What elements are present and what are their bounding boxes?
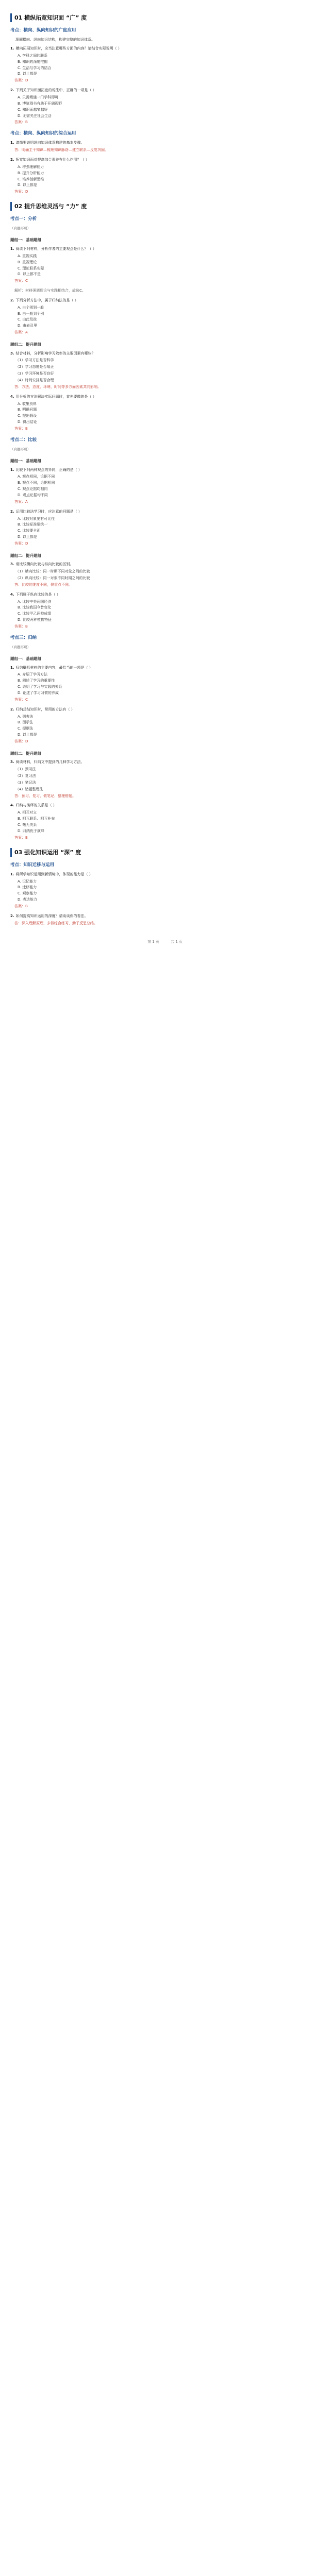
answer: 答案：B xyxy=(14,426,28,431)
question-text: 将所学知识运用到新情境中，体现的能力是（ ） xyxy=(15,872,93,876)
option: B. 迁移能力 xyxy=(18,885,37,890)
question-number: 2. xyxy=(10,707,14,711)
question-text: 归纳概括材料的主要内容，最恰当的一项是（ ） xyxy=(15,665,93,670)
option: C. 理论联系实际 xyxy=(18,266,44,270)
question xyxy=(10,140,320,146)
question xyxy=(10,246,320,252)
option: D. 无需关注社会生活 xyxy=(18,113,52,118)
question-text: 阅读材料，归纳文中提到的几种学习方法。 xyxy=(15,760,85,765)
option: C. 提出假设 xyxy=(18,414,37,418)
option: D. 以上都不是 xyxy=(18,272,41,277)
option: A. 相互对立 xyxy=(18,810,37,815)
question xyxy=(10,665,320,671)
question xyxy=(10,88,320,93)
question xyxy=(10,562,320,567)
answer: 答案：B xyxy=(14,120,28,125)
question-number: 1. xyxy=(10,467,14,472)
question-text: 请简要说明纵向知识体系构建的基本步骤。 xyxy=(15,141,85,145)
option: B. 明确问题 xyxy=(18,408,37,412)
option: A. 比较中美两国经济 xyxy=(18,599,52,604)
question xyxy=(10,759,320,765)
question xyxy=(10,707,320,713)
option: B. 相互联系、相互补充 xyxy=(18,817,55,821)
sub-item: （4）错题整理法 xyxy=(15,787,43,791)
option: A. 重视实践 xyxy=(18,253,37,258)
question-text: 下列分析方法中，属于归纳法的是（ ） xyxy=(15,298,78,302)
answer: 答案：D xyxy=(14,190,28,194)
option: C. 比较甲乙两校成绩 xyxy=(18,612,52,616)
point-title: 考点二：比较 xyxy=(10,437,37,443)
question-number: 1. xyxy=(10,665,14,670)
level-title: 题组二：提升题组 xyxy=(10,553,41,558)
question xyxy=(10,592,320,598)
option: A. 比较对象要有可比性 xyxy=(18,516,55,521)
option: C. 培养创新思维 xyxy=(18,177,44,181)
option: D. 归纳优于演绎 xyxy=(18,828,44,833)
option: D. 以上都是 xyxy=(18,733,37,737)
option: D. 论述了学习习惯的养成 xyxy=(18,691,59,696)
option: A. 观点相同，论据不同 xyxy=(18,474,55,479)
level-title: 题组一：基础题组 xyxy=(10,458,41,463)
question-number: 3. xyxy=(10,760,14,765)
explanation: 解析：材料强调理论与实践相结合，故选C。 xyxy=(14,289,86,293)
exam-label: （真题再现） xyxy=(10,645,30,649)
option: B. 比较我国今昔变化 xyxy=(18,605,52,610)
level-title: 题组二：提升题组 xyxy=(10,342,41,347)
option: D. 观点论据均不同 xyxy=(18,493,48,497)
question-number: 1. xyxy=(10,141,14,145)
question-text: 拓宽知识面对提高综合素养有什么作用？（ ） xyxy=(15,158,89,162)
option: C. 生活与学习的结合 xyxy=(18,65,52,70)
question xyxy=(10,394,320,400)
option: D. 得出结论 xyxy=(18,420,37,425)
answer: 答案：D xyxy=(14,541,28,546)
question-text: 下列属于纵向比较的是（ ） xyxy=(15,592,60,597)
page-footer xyxy=(10,939,320,945)
question xyxy=(10,872,320,877)
sub-item: （1）横向比较：同一时期不同对象之间的比较 xyxy=(15,569,90,574)
answer: 答：深入理解原理，多做综合练习，勤于反思总结。 xyxy=(14,921,97,925)
answer: 答案：D xyxy=(14,739,28,743)
option: D. 以上都是 xyxy=(18,183,37,188)
exam-label: （真题再现） xyxy=(10,226,30,231)
question-text: 用分析的方法解决实际问题时，首先要做的是（ ） xyxy=(15,394,96,399)
answer: 答：比较的维度不同，侧重点不同。 xyxy=(14,582,72,587)
sub-item: （2）学习态度是否端正 xyxy=(15,365,54,369)
option: A. 由个别到一般 xyxy=(18,305,44,310)
option: A. 收集资料 xyxy=(18,401,37,406)
question-text: 下列关于知识面拓宽的说法中，正确的一项是（ ） xyxy=(15,88,96,93)
section-title: 02 提升思维灵活与 “力” 度 xyxy=(10,202,320,211)
option: A. 介绍了学习方法 xyxy=(18,672,48,677)
question-number: 2. xyxy=(10,88,14,93)
answer: 答案：D xyxy=(14,78,28,83)
question xyxy=(10,298,320,303)
option: B. 知识的深度挖掘 xyxy=(18,59,48,64)
option: B. 由一般到个别 xyxy=(18,311,44,316)
option: A. 列表法 xyxy=(18,714,34,719)
option: C. 知识面越窄越好 xyxy=(18,107,48,112)
question-text: 如何提高知识运用的深度？请谈谈你的看法。 xyxy=(15,913,88,918)
level-title: 题组一：基础题组 xyxy=(10,656,41,662)
question xyxy=(10,509,320,515)
question-number: 2. xyxy=(10,298,14,302)
question xyxy=(10,467,320,473)
question-text: 横向拓展知识时，应当注意哪些方面的内容？请结合实际说明（ ） xyxy=(15,46,122,51)
sub-item: （2）纵向比较：同一对象不同时期之间的比较 xyxy=(15,576,90,581)
answer: 答：预习、复习、做笔记、整理错题。 xyxy=(14,793,76,798)
question xyxy=(10,913,320,919)
option: B. 图示法 xyxy=(18,720,34,725)
option: C. 观点论据均相同 xyxy=(18,487,48,492)
question xyxy=(10,803,320,808)
question-text: 阅读下列材料，分析作者的主要观点是什么？（ ） xyxy=(15,247,96,251)
intro-text: 理解横向、纵向知识结构，构建完整的知识体系。 xyxy=(15,38,95,42)
question xyxy=(10,351,320,357)
sub-item: （1）预习法 xyxy=(15,767,36,772)
sub-item: （1）学习方法是否科学 xyxy=(15,358,54,363)
answer: 答案：B xyxy=(14,624,28,629)
question-number: 2. xyxy=(10,913,14,918)
page-total: 共 1 页 xyxy=(171,940,183,944)
sub-item: （3）笔记法 xyxy=(15,780,36,785)
question-text: 请比较横向比较与纵向比较的区别。 xyxy=(15,562,74,567)
option: B. 阐述了学习的重要性 xyxy=(18,679,55,683)
option: B. 观点不同，论据相同 xyxy=(18,481,55,485)
option: B. 重视理论 xyxy=(18,260,37,264)
question-number: 2. xyxy=(10,158,14,162)
sub-item: （3）学习环境是否良好 xyxy=(15,371,54,376)
point-title: 考点一：分析 xyxy=(10,216,37,222)
question xyxy=(10,157,320,163)
sub-item: （2）复习法 xyxy=(15,774,36,778)
level-title: 题组二：提升题组 xyxy=(10,751,41,756)
point-title: 考点：横向、纵向知识的广度应用 xyxy=(10,28,76,33)
option: A. 学科之间的联系 xyxy=(18,53,48,58)
answer: 答案：A xyxy=(14,330,28,335)
page-number: 第 1 页 xyxy=(147,940,159,944)
question-number: 3. xyxy=(10,351,14,355)
answer: 答案：B xyxy=(14,835,28,840)
option: D. 比较两种植物特征 xyxy=(18,618,52,622)
option: C. 比较要全面 xyxy=(18,529,41,533)
point-title: 考点：横向、纵向知识的综合运用 xyxy=(10,131,76,137)
answer: 答案：C xyxy=(14,697,28,702)
option: A. 只需精通一门学科即可 xyxy=(18,95,59,99)
question-number: 4. xyxy=(10,592,14,597)
option: C. 观察能力 xyxy=(18,891,37,896)
option: D. 由表及里 xyxy=(18,324,37,328)
level-title: 题组一：基础题组 xyxy=(10,238,41,243)
question-text: 归纳与演绎的关系是（ ） xyxy=(15,803,57,808)
answer: 答案：A xyxy=(14,499,28,504)
question-number: 2. xyxy=(10,509,14,514)
question-text: 结合材料，分析影响学习效率的主要因素有哪些？ xyxy=(15,351,95,355)
answer: 答：明确主干知识—梳理知识脉络—建立联系—反复巩固。 xyxy=(14,148,108,152)
option: D. 以上都是 xyxy=(18,535,37,539)
question-number: 1. xyxy=(10,872,14,876)
option: B. 比较标准要统一 xyxy=(18,522,48,527)
point-title: 考点：知识迁移与运用 xyxy=(10,862,55,868)
option: C. 毫无关系 xyxy=(18,822,37,827)
option: C. 由此及彼 xyxy=(18,317,37,322)
option: A. 记忆能力 xyxy=(18,879,37,884)
question-text: 归纳总结知识时，常用的方法有（ ） xyxy=(15,707,75,711)
section-title: 01 横纵拓宽知识面 “广” 度 xyxy=(10,13,320,22)
question-number: 1. xyxy=(10,247,14,251)
answer: 答案：C xyxy=(14,279,28,283)
question-text: 运用比较法学习时，应注意的问题是（ ） xyxy=(15,509,82,514)
option: B. 提升分析能力 xyxy=(18,171,44,175)
option: A. 增强理解能力 xyxy=(18,164,44,169)
sub-item: （4）时间安排是否合理 xyxy=(15,378,54,382)
option: C. 提纲法 xyxy=(18,726,34,731)
question-number: 4. xyxy=(10,394,14,399)
point-title: 考点三：归纳 xyxy=(10,635,37,640)
section-title: 03 强化知识运用 “深” 度 xyxy=(10,848,320,857)
question-number: 4. xyxy=(10,803,14,808)
option: D. 表达能力 xyxy=(18,897,37,902)
question-number: 3. xyxy=(10,562,14,567)
exam-label: （真题再现） xyxy=(10,447,30,451)
answer: 答案：B xyxy=(14,904,28,908)
answer: 答：方法、态度、环境、时间等多方面因素共同影响。 xyxy=(14,384,101,389)
document-page xyxy=(10,0,320,955)
option: B. 博览群书有助于开阔视野 xyxy=(18,101,62,106)
option: C. 说明了学习与实践的关系 xyxy=(18,685,62,689)
question-number: 1. xyxy=(10,46,14,51)
question-text: 比较下列两种观点的异同，正确的是（ ） xyxy=(15,467,82,472)
option: D. 以上都是 xyxy=(18,72,37,76)
question xyxy=(10,46,320,52)
